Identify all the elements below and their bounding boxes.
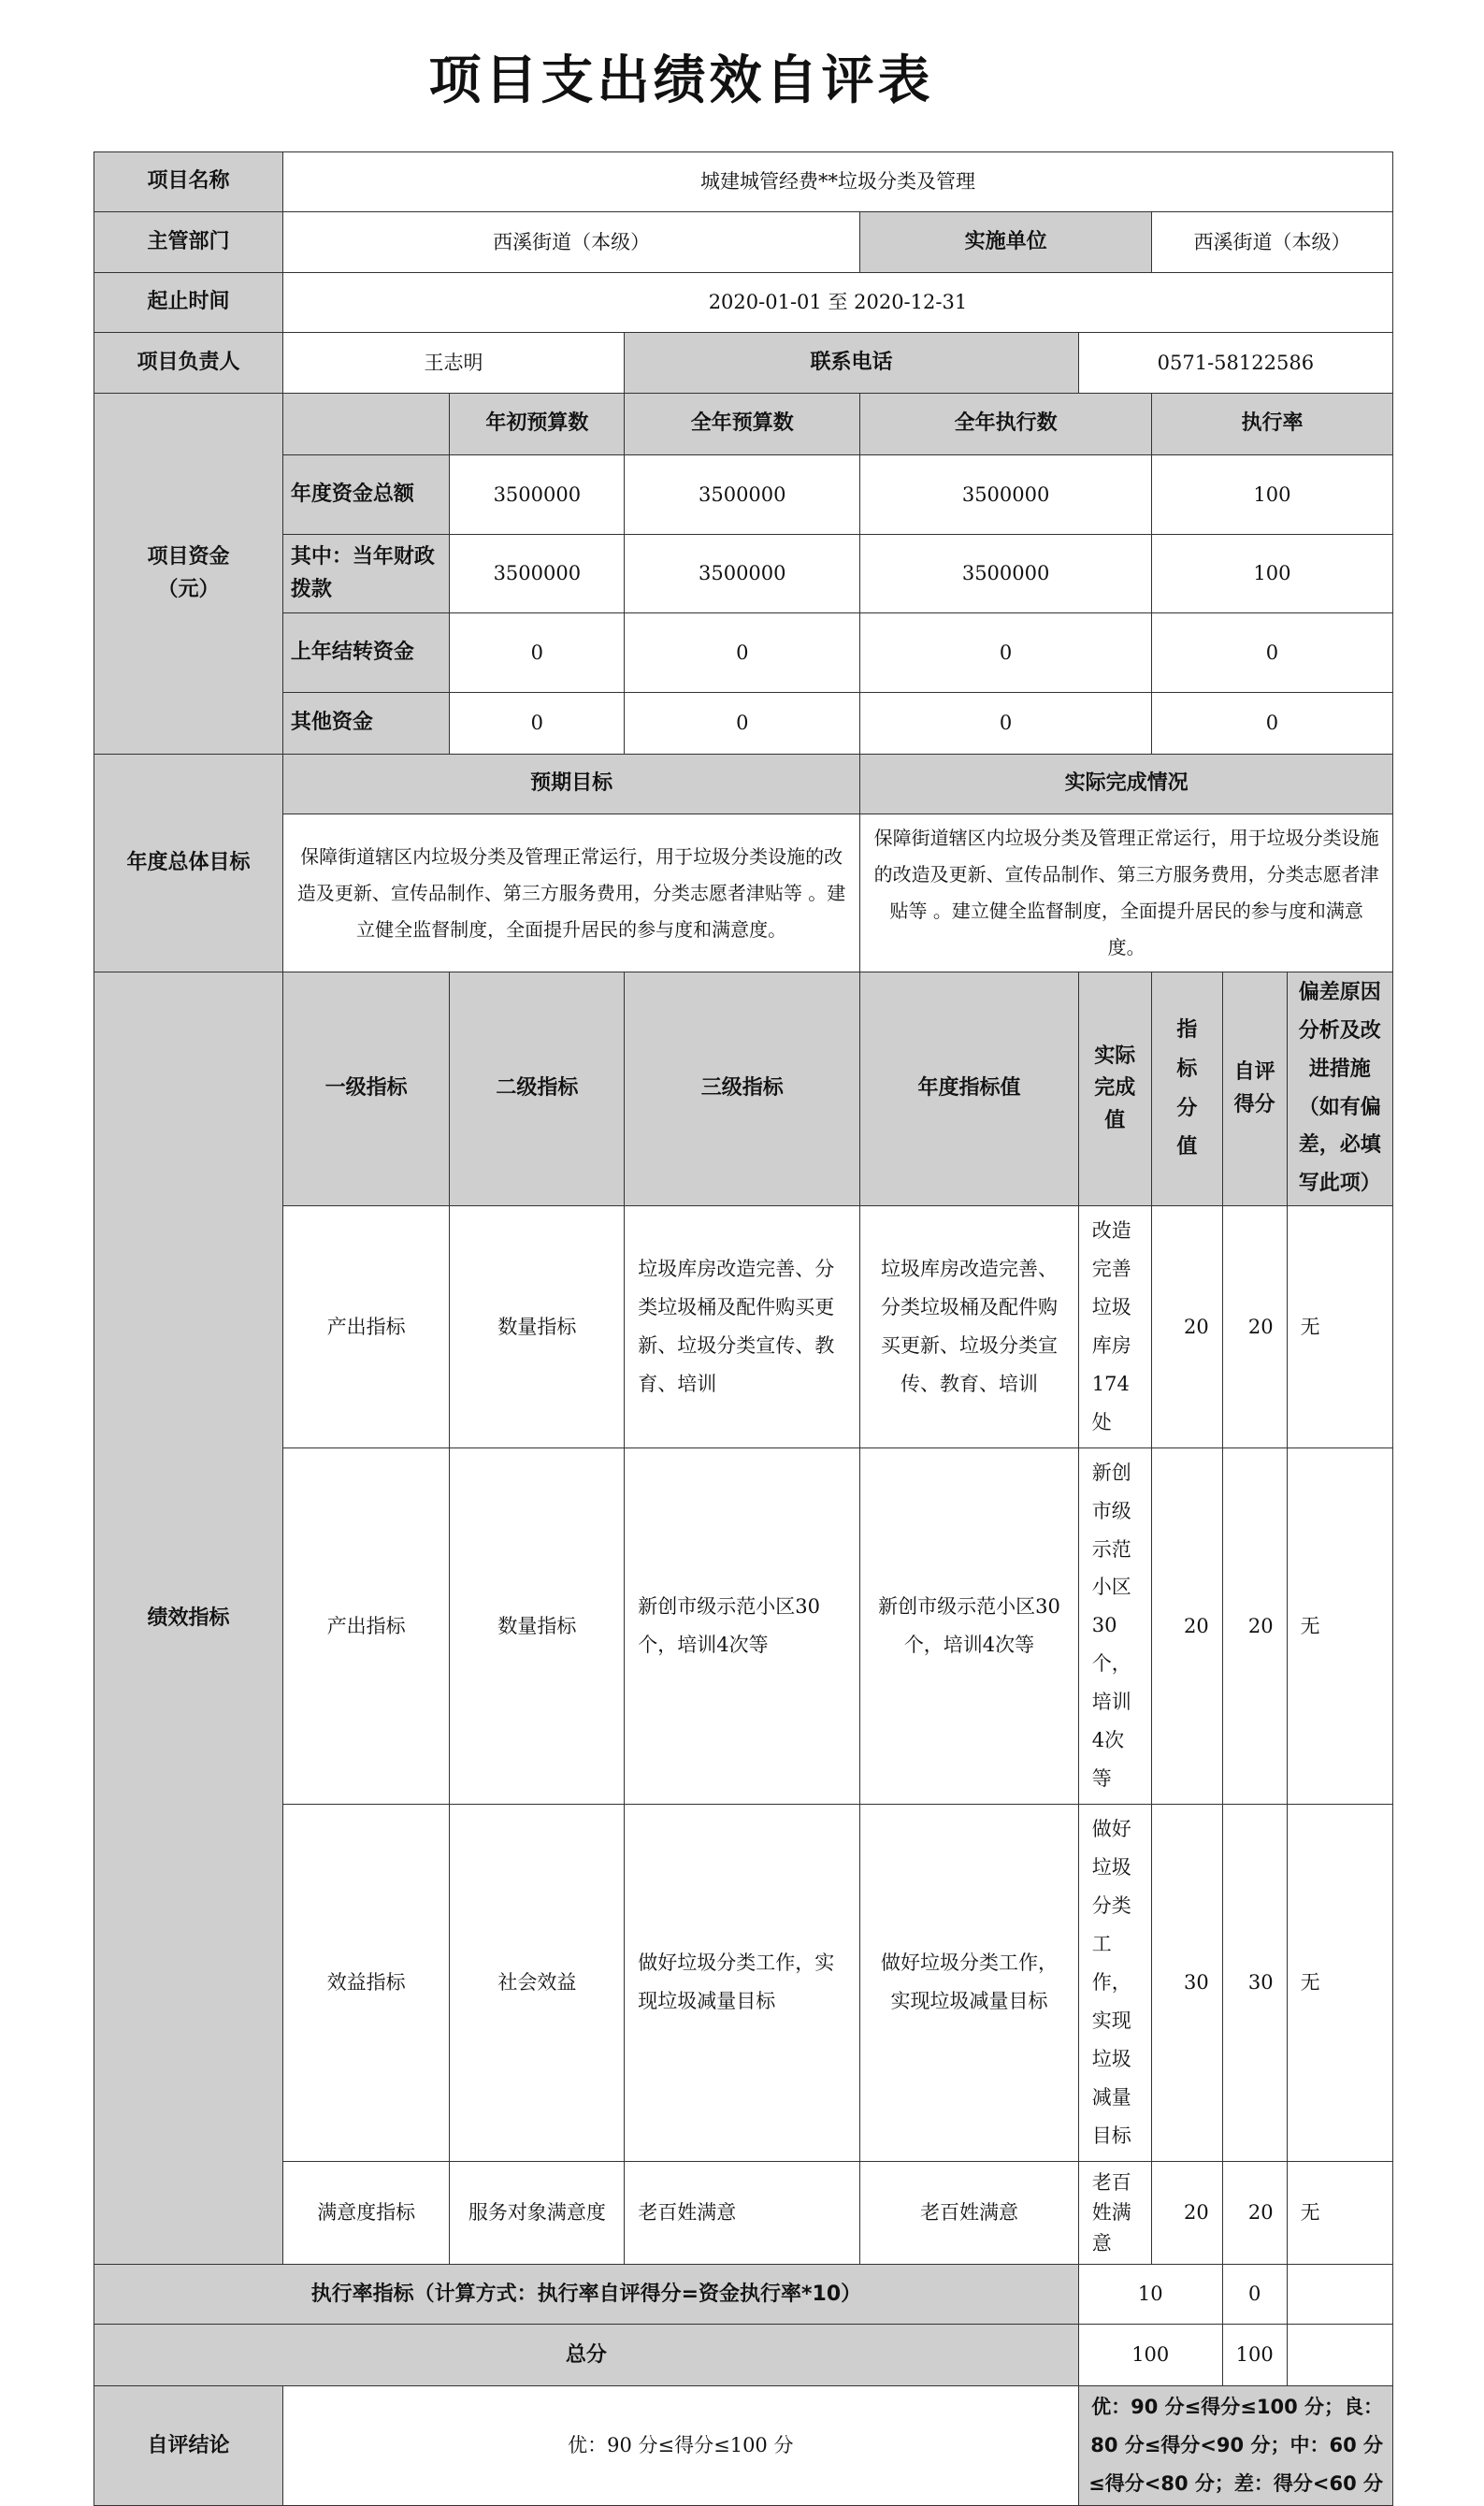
perf-row: [94, 1447, 1393, 1804]
funds-cell: 0: [450, 693, 625, 755]
perf-row: [94, 1805, 1393, 2161]
leader-label: 项目负责人: [94, 333, 283, 394]
goals-content-row: [94, 814, 1393, 972]
perf-l1: 产出指标: [282, 1447, 450, 1804]
project-name-value: 城建城管经费**垃圾分类及管理: [282, 152, 1392, 212]
funds-cell: 3500000: [860, 535, 1152, 613]
funds-row-label: 年度资金总额: [282, 455, 450, 535]
exec-rate-self-score: 0: [1222, 2265, 1287, 2325]
funds-cell: 3500000: [450, 535, 625, 613]
perf-header: 自评得分: [1222, 972, 1287, 1206]
funds-row-label: 上年结转资金: [282, 613, 450, 693]
perf-l1: 产出指标: [282, 1206, 450, 1448]
perf-section-label: 绩效指标: [94, 972, 283, 2265]
perf-header-row: [94, 972, 1393, 1206]
exec-rate-remark: [1287, 2265, 1392, 2325]
funds-cell: 100: [1151, 535, 1392, 613]
perf-score: 20: [1151, 2161, 1222, 2265]
funds-cell: 0: [860, 693, 1152, 755]
conclusion-value: 优：90 分≤得分≤100 分: [282, 2386, 1078, 2506]
leader-value: 王志明: [282, 333, 624, 394]
evaluation-table: [94, 151, 1393, 2506]
perf-remark: 无: [1287, 2161, 1392, 2265]
perf-remark: 无: [1287, 1447, 1392, 1804]
funds-row: [94, 613, 1393, 693]
funds-row: [94, 455, 1393, 535]
actual-completion-text: 保障街道辖区内垃圾分类及管理正常运行，用于垃圾分类设施的改造及更新、宣传品制作、第三方服务费用，分类志愿者津贴等 。建立健全监督制度，全面提升居民的参与度和满意度。: [860, 814, 1393, 972]
funds-cell: 3500000: [450, 455, 625, 535]
period-row: [94, 273, 1393, 333]
perf-l2: 服务对象满意度: [450, 2161, 625, 2265]
expected-goal-label: 预期目标: [282, 755, 859, 814]
exec-rate-row: [94, 2265, 1393, 2325]
exec-rate-label: 执行率指标（计算方式：执行率自评得分=资金执行率*10）: [94, 2265, 1079, 2325]
funds-cell: 0: [860, 613, 1152, 693]
perf-l1: 满意度指标: [282, 2161, 450, 2265]
impl-unit-value: 西溪街道（本级）: [1151, 212, 1392, 273]
expected-goal-text: 保障街道辖区内垃圾分类及管理正常运行，用于垃圾分类设施的改造及更新、宣传品制作、第三方服务费用，分类志愿者津贴等 。建立健全监督制度，全面提升居民的参与度和满意度。: [282, 814, 859, 972]
funds-cell: 3500000: [625, 455, 860, 535]
goals-section-label: 年度总体目标: [94, 755, 283, 972]
funds-row: [94, 693, 1393, 755]
perf-row: [94, 1206, 1393, 1448]
perf-actual: 做好垃圾分类工作，实现垃圾减量目标: [1078, 1805, 1151, 2161]
funds-cell: 0: [625, 693, 860, 755]
total-self-score: 100: [1222, 2325, 1287, 2386]
perf-score: 20: [1151, 1206, 1222, 1448]
perf-l3: 垃圾库房改造完善、分类垃圾桶及配件购买更新、垃圾分类宣传、教育、培训: [625, 1206, 860, 1448]
perf-l1: 效益指标: [282, 1805, 450, 2161]
funds-cell: 0: [1151, 613, 1392, 693]
perf-score: 20: [1151, 1447, 1222, 1804]
funds-cell: 0: [625, 613, 860, 693]
total-row: [94, 2325, 1393, 2386]
perf-self-score: 20: [1222, 1447, 1287, 1804]
perf-self-score: 20: [1222, 1206, 1287, 1448]
perf-actual: 新创市级示范小区30个，培训4次等: [1078, 1447, 1151, 1804]
total-label: 总分: [94, 2325, 1079, 2386]
perf-actual: 改造完善垃圾库房174处: [1078, 1206, 1151, 1448]
perf-row: [94, 2161, 1393, 2265]
total-score: 100: [1078, 2325, 1222, 2386]
funds-cell: 0: [1151, 693, 1392, 755]
period-label: 起止时间: [94, 273, 283, 333]
perf-header: 实际完成值: [1078, 972, 1151, 1206]
leader-row: [94, 333, 1393, 394]
impl-unit-label: 实施单位: [860, 212, 1152, 273]
perf-target: 做好垃圾分类工作，实现垃圾减量目标: [860, 1805, 1078, 2161]
perf-target: 新创市级示范小区30个，培训4次等: [860, 1447, 1078, 1804]
funds-row: [94, 535, 1393, 613]
perf-l2: 数量指标: [450, 1206, 625, 1448]
perf-l3: 老百姓满意: [625, 2161, 860, 2265]
conclusion-row: [94, 2386, 1393, 2506]
perf-remark: 无: [1287, 1805, 1392, 2161]
dept-label: 主管部门: [94, 212, 283, 273]
exec-rate-score: 10: [1078, 2265, 1222, 2325]
funds-header-row: [94, 394, 1393, 455]
funds-header: 全年执行数: [860, 394, 1152, 455]
funds-header: 年初预算数: [450, 394, 625, 455]
funds-header: 全年预算数: [625, 394, 860, 455]
perf-target: 垃圾库房改造完善、分类垃圾桶及配件购买更新、垃圾分类宣传、教育、培训: [860, 1206, 1078, 1448]
perf-header: 偏差原因分析及改进措施（如有偏差，必填写此项）: [1287, 972, 1392, 1206]
funds-header: 执行率: [1151, 394, 1392, 455]
funds-cell: 3500000: [860, 455, 1152, 535]
goals-header-row: [94, 755, 1393, 814]
conclusion-label: 自评结论: [94, 2386, 283, 2506]
perf-actual: 老百姓满意: [1078, 2161, 1151, 2265]
dept-row: [94, 212, 1393, 273]
dept-value: 西溪街道（本级）: [282, 212, 859, 273]
perf-header: 指标分值: [1151, 972, 1222, 1206]
perf-self-score: 30: [1222, 1805, 1287, 2161]
perf-target: 老百姓满意: [860, 2161, 1078, 2265]
perf-header: 一级指标: [282, 972, 450, 1206]
funds-row-label: 其中：当年财政拨款: [282, 535, 450, 613]
funds-cell: 0: [450, 613, 625, 693]
total-remark: [1287, 2325, 1392, 2386]
phone-value: 0571-58122586: [1078, 333, 1392, 394]
perf-score: 30: [1151, 1805, 1222, 2161]
page-title: 项目支出绩效自评表: [428, 50, 934, 111]
actual-completion-label: 实际完成情况: [860, 755, 1393, 814]
funds-row-label: 其他资金: [282, 693, 450, 755]
perf-l2: 数量指标: [450, 1447, 625, 1804]
perf-self-score: 20: [1222, 2161, 1287, 2265]
phone-label: 联系电话: [625, 333, 1079, 394]
perf-l3: 做好垃圾分类工作，实现垃圾减量目标: [625, 1805, 860, 2161]
funds-header-blank: [282, 394, 450, 455]
perf-l2: 社会效益: [450, 1805, 625, 2161]
perf-l3: 新创市级示范小区30个，培训4次等: [625, 1447, 860, 1804]
funds-section-label: 项目资金 （元）: [94, 394, 283, 755]
funds-cell: 3500000: [625, 535, 860, 613]
project-name-label: 项目名称: [94, 152, 283, 212]
perf-header: 二级指标: [450, 972, 625, 1206]
period-value: 2020-01-01 至 2020-12-31: [282, 273, 1392, 333]
project-name-row: [94, 152, 1393, 212]
perf-remark: 无: [1287, 1206, 1392, 1448]
grading-criteria: 优：90 分≤得分≤100 分；良：80 分≤得分<90 分；中：60 分≤得分<80 分；差：得分<60 分: [1078, 2386, 1392, 2506]
perf-header: 年度指标值: [860, 972, 1078, 1206]
perf-header: 三级指标: [625, 972, 860, 1206]
funds-cell: 100: [1151, 455, 1392, 535]
